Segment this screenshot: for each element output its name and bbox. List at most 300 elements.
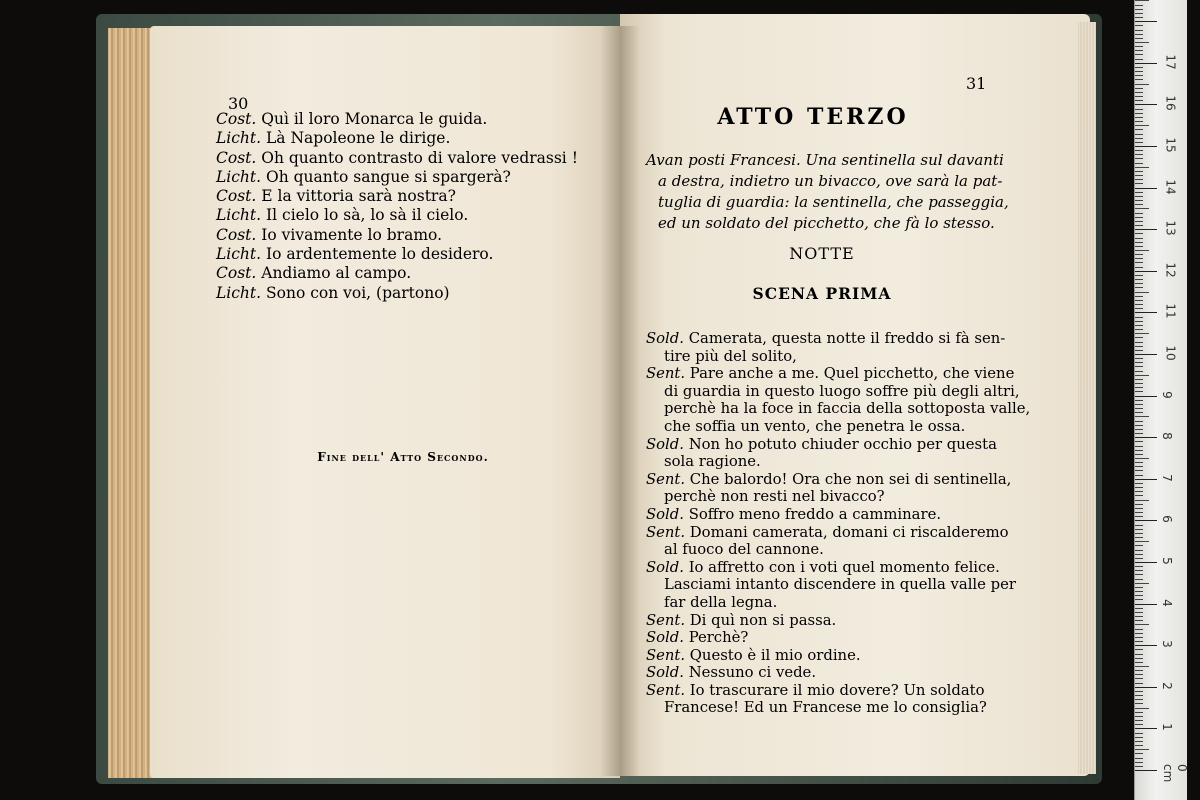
ruler-tick xyxy=(1135,312,1157,313)
ruler-tick xyxy=(1135,279,1143,280)
ruler-tick xyxy=(1135,641,1143,642)
ruler-tick xyxy=(1135,221,1143,222)
ruler-tick xyxy=(1135,267,1143,268)
ruler-tick xyxy=(1135,154,1143,155)
speaker-name: Cost. xyxy=(216,225,257,244)
dialogue-line xyxy=(646,418,1030,436)
dialogue-text: Soffro meno freddo a camminare. xyxy=(688,505,942,523)
dialogue-text: perchè non resti nel bivacco? xyxy=(664,488,885,506)
ruler-label: 6 xyxy=(1159,515,1174,524)
ruler-tick xyxy=(1135,125,1149,126)
stage-direction-line: a destra, indietro un bivacco, ove sarà la pat- xyxy=(658,172,1003,190)
ruler-label: 2 xyxy=(1159,681,1174,690)
ruler-tick xyxy=(1135,109,1143,110)
speaker-name: Licht. xyxy=(216,245,262,264)
dialogue-text: Sono con voi, (partono) xyxy=(266,283,450,302)
ruler-tick xyxy=(1135,358,1143,359)
ruler-tick xyxy=(1135,262,1143,263)
dialogue-text: Lasciami intanto discendere in quella valle per xyxy=(664,576,1016,594)
ruler-tick xyxy=(1135,749,1149,750)
ruler-tick xyxy=(1135,337,1143,338)
ruler-tick xyxy=(1135,716,1143,717)
ruler-tick xyxy=(1135,574,1143,575)
ruler-tick xyxy=(1135,466,1143,467)
ruler-tick xyxy=(1135,375,1149,376)
dialogue-line xyxy=(216,149,578,168)
ruler-tick xyxy=(1135,142,1143,143)
ruler-tick xyxy=(1135,391,1143,392)
ruler-tick xyxy=(1135,100,1143,101)
ruler-tick xyxy=(1135,529,1143,530)
dialogue-line xyxy=(646,453,1030,471)
ruler-tick xyxy=(1135,88,1143,89)
dialogue-text: Nessuno ci vede. xyxy=(688,664,817,682)
dialogue-line xyxy=(646,400,1030,418)
act-title: ATTO TERZO xyxy=(717,104,909,130)
dialogue-line xyxy=(646,541,1030,559)
speaker-name: Sent. xyxy=(646,611,686,629)
ruler-tick xyxy=(1135,54,1143,55)
ruler-tick xyxy=(1135,654,1143,655)
ruler-tick xyxy=(1135,92,1143,93)
ruler-tick xyxy=(1135,691,1143,692)
ruler-tick xyxy=(1135,429,1143,430)
ruler-tick xyxy=(1135,21,1157,22)
dialogue-line xyxy=(646,576,1030,594)
ruler-tick xyxy=(1135,658,1143,659)
ruler-tick xyxy=(1135,354,1157,355)
ruler-tick xyxy=(1135,333,1149,334)
ruler-tick xyxy=(1135,566,1143,567)
ruler-tick xyxy=(1135,662,1143,663)
dialogue-text: perchè ha la foce in faccia della sottoposta valle, xyxy=(664,400,1031,418)
ruler-tick xyxy=(1135,416,1149,417)
left-page-number: 30 xyxy=(228,94,249,113)
right-dialogue xyxy=(646,330,1030,717)
ruler-tick xyxy=(1135,34,1143,35)
dialogue-text: sola ragione. xyxy=(664,453,761,471)
ruler-tick xyxy=(1135,146,1157,147)
ruler-tick xyxy=(1135,533,1143,534)
ruler-tick xyxy=(1135,724,1143,725)
ruler-label: 4 xyxy=(1159,598,1174,607)
speaker-name: Sold. xyxy=(646,629,684,647)
dialogue-text: che soffia un vento, che penetra le ossa. xyxy=(664,417,966,435)
ruler-label: 11 xyxy=(1163,303,1178,320)
speaker-name: Sent. xyxy=(646,365,686,383)
ruler-tick xyxy=(1135,13,1143,14)
ruler-tick xyxy=(1135,75,1143,76)
speaker-name: Cost. xyxy=(216,148,257,167)
ruler-tick xyxy=(1135,196,1143,197)
ruler-tick xyxy=(1135,254,1143,255)
dialogue-text: Io ardentemente lo desidero. xyxy=(266,245,494,264)
ruler-tick xyxy=(1135,570,1143,571)
ruler-tick xyxy=(1135,400,1143,401)
ruler-tick xyxy=(1135,229,1157,230)
dialogue-text: Che balordo! Ora che non sei di sentinella, xyxy=(689,470,1012,488)
ruler-tick xyxy=(1135,649,1143,650)
ruler-tick xyxy=(1135,217,1143,218)
ruler-tick xyxy=(1135,396,1157,397)
ruler-tick xyxy=(1135,554,1143,555)
ruler-tick xyxy=(1135,475,1143,476)
ruler-label: 7 xyxy=(1159,473,1174,482)
right-page-edges xyxy=(1078,22,1096,774)
ruler-tick xyxy=(1135,770,1157,771)
dialogue-line xyxy=(646,629,1030,647)
ruler-tick xyxy=(1135,30,1143,31)
dialogue-line xyxy=(646,348,1030,366)
time-heading: NOTTE xyxy=(789,244,855,263)
speaker-name: Sold. xyxy=(646,664,684,682)
ruler-tick xyxy=(1135,192,1143,193)
measuring-ruler xyxy=(1134,0,1187,800)
ruler-tick xyxy=(1135,167,1149,168)
ruler-tick xyxy=(1135,604,1157,605)
ruler-tick xyxy=(1135,296,1143,297)
ruler-tick xyxy=(1135,728,1157,729)
ruler-tick xyxy=(1135,737,1143,738)
ruler-tick xyxy=(1135,762,1143,763)
ruler-tick xyxy=(1135,720,1143,721)
dialogue-line xyxy=(216,110,578,129)
ruler-tick xyxy=(1135,458,1149,459)
dialogue-line xyxy=(216,187,578,206)
ruler-tick xyxy=(1135,558,1143,559)
ruler-tick xyxy=(1135,516,1143,517)
ruler-tick xyxy=(1135,483,1143,484)
ruler-tick xyxy=(1135,645,1157,646)
ruler-tick xyxy=(1135,213,1143,214)
ruler-tick xyxy=(1135,687,1157,688)
ruler-tick xyxy=(1135,608,1143,609)
ruler-tick xyxy=(1135,175,1143,176)
ruler-tick xyxy=(1135,541,1149,542)
left-dialogue xyxy=(216,110,578,303)
dialogue-line xyxy=(646,559,1030,577)
stage-direction xyxy=(646,150,1014,234)
ruler-tick xyxy=(1135,134,1143,135)
dialogue-line xyxy=(646,612,1030,630)
ruler-tick xyxy=(1135,616,1143,617)
ruler-tick xyxy=(1135,50,1143,51)
ruler-tick xyxy=(1135,550,1143,551)
ruler-tick xyxy=(1135,758,1143,759)
ruler-tick xyxy=(1135,629,1143,630)
ruler-tick xyxy=(1135,258,1143,259)
scene-heading: SCENA PRIMA xyxy=(752,284,892,303)
ruler-tick xyxy=(1135,325,1143,326)
ruler-tick xyxy=(1135,408,1143,409)
dialogue-text: Questo è il mio ordine. xyxy=(689,646,861,664)
ruler-tick xyxy=(1135,595,1143,596)
speaker-name: Sold. xyxy=(646,558,684,576)
ruler-tick xyxy=(1135,508,1143,509)
ruler-tick xyxy=(1135,583,1149,584)
ruler-tick xyxy=(1135,271,1157,272)
dialogue-text: Camerata, questa notte il freddo si fà sen- xyxy=(688,330,1006,347)
ruler-tick xyxy=(1135,545,1143,546)
ruler-tick xyxy=(1135,104,1157,105)
dialogue-text: al fuoco del cannone. xyxy=(664,541,824,559)
dialogue-text: Di quì non si passa. xyxy=(689,611,837,629)
ruler-tick xyxy=(1135,491,1143,492)
ruler-tick xyxy=(1135,479,1157,480)
ruler-tick xyxy=(1135,342,1143,343)
ruler-tick xyxy=(1135,59,1143,60)
ruler-tick xyxy=(1135,9,1143,10)
dialogue-line xyxy=(646,647,1030,665)
ruler-tick xyxy=(1135,200,1143,201)
ruler-label: 5 xyxy=(1159,557,1174,565)
speaker-name: Cost. xyxy=(216,187,257,206)
ruler-label: 10 xyxy=(1163,345,1178,361)
ruler-tick xyxy=(1135,695,1143,696)
ruler-label: 13 xyxy=(1163,220,1178,236)
ruler-tick xyxy=(1135,404,1143,405)
ruler-tick xyxy=(1135,753,1143,754)
dialogue-text: di guardia in questo luogo soffre più degli altri, xyxy=(664,382,1020,400)
ruler-tick xyxy=(1135,84,1149,85)
dialogue-text: Francese! Ed un Francese me lo consiglia? xyxy=(664,699,987,717)
ruler-tick xyxy=(1135,495,1143,496)
ruler-tick xyxy=(1135,520,1157,521)
dialogue-text: Io vivamente lo bramo. xyxy=(261,225,442,244)
ruler-tick xyxy=(1135,666,1149,667)
ruler-tick xyxy=(1135,741,1143,742)
ruler-tick xyxy=(1135,512,1143,513)
ruler-label: 3 xyxy=(1159,640,1174,649)
dialogue-text: Oh quanto contrasto di valore vedrassi ! xyxy=(261,148,578,167)
ruler-label: 1 xyxy=(1159,723,1174,732)
speaker-name: Sold. xyxy=(646,330,684,347)
ruler-tick xyxy=(1135,454,1143,455)
speaker-name: Sent. xyxy=(646,523,686,541)
dialogue-line xyxy=(646,383,1030,401)
ruler-tick xyxy=(1135,637,1143,638)
ruler-tick xyxy=(1135,537,1143,538)
ruler-label: 8 xyxy=(1159,432,1174,441)
ruler-tick xyxy=(1135,371,1143,372)
ruler-tick xyxy=(1135,587,1143,588)
ruler-tick xyxy=(1135,317,1143,318)
ruler-tick xyxy=(1135,246,1143,247)
ruler-tick xyxy=(1135,712,1143,713)
ruler-tick xyxy=(1135,437,1157,438)
ruler-tick xyxy=(1135,96,1143,97)
dialogue-text: Andiamo al campo. xyxy=(261,264,412,283)
dialogue-text: Perchè? xyxy=(688,629,749,647)
ruler-tick xyxy=(1135,121,1143,122)
dialogue-line xyxy=(646,699,1030,717)
ruler-tick xyxy=(1135,525,1143,526)
ruler-tick xyxy=(1135,387,1143,388)
ruler-tick xyxy=(1135,329,1143,330)
ruler-tick xyxy=(1135,733,1143,734)
ruler-tick xyxy=(1135,500,1149,501)
ruler-tick xyxy=(1135,425,1143,426)
dialogue-line xyxy=(646,330,1030,348)
ruler-tick xyxy=(1135,67,1143,68)
speaker-name: Licht. xyxy=(216,206,262,225)
ruler-tick xyxy=(1135,5,1143,6)
dialogue-line xyxy=(646,664,1030,682)
dialogue-text: far della legna. xyxy=(664,593,778,611)
ruler-tick xyxy=(1135,71,1143,72)
ruler-tick xyxy=(1135,233,1143,234)
ruler-tick xyxy=(1135,242,1143,243)
dialogue-text: Oh quanto sangue si spargerà? xyxy=(266,167,511,186)
ruler-tick xyxy=(1135,238,1143,239)
ruler-tick xyxy=(1135,129,1143,130)
ruler-tick xyxy=(1135,46,1143,47)
speaker-name: Sold. xyxy=(646,435,684,453)
ruler-tick xyxy=(1135,150,1143,151)
ruler-tick xyxy=(1135,17,1143,18)
speaker-name: Licht. xyxy=(216,167,262,186)
ruler-tick xyxy=(1135,591,1143,592)
ruler-tick xyxy=(1135,633,1143,634)
ruler-tick xyxy=(1135,25,1143,26)
speaker-name: Sold. xyxy=(646,505,684,523)
dialogue-text: Io trascurare il mio dovere? Un soldato xyxy=(689,681,985,699)
ruler-tick xyxy=(1135,300,1143,301)
ruler-tick xyxy=(1135,383,1143,384)
ruler-tick xyxy=(1135,287,1143,288)
ruler-label: 9 xyxy=(1159,390,1174,399)
ruler-tick xyxy=(1135,188,1157,189)
ruler-tick xyxy=(1135,63,1157,64)
dialogue-line xyxy=(646,436,1030,454)
speaker-name: Sent. xyxy=(646,470,686,488)
ruler-tick xyxy=(1135,204,1143,205)
dialogue-line xyxy=(646,471,1030,489)
ruler-tick xyxy=(1135,579,1143,580)
stage-direction-line: Avan posti Francesi. Una sentinella sul davanti xyxy=(646,151,1004,169)
dialogue-line xyxy=(646,594,1030,612)
ruler-tick xyxy=(1135,703,1143,704)
ruler-label: 17 xyxy=(1163,54,1178,70)
speaker-name: Cost. xyxy=(216,264,257,283)
ruler-tick xyxy=(1135,158,1143,159)
dialogue-line xyxy=(646,682,1030,700)
ruler-tick xyxy=(1135,350,1143,351)
ruler-tick xyxy=(1135,441,1143,442)
ruler-tick xyxy=(1135,138,1143,139)
stage-direction-line: tuglia di guardia: la sentinella, che passeggia, xyxy=(658,193,1009,211)
speaker-name: Licht. xyxy=(216,283,262,302)
ruler-tick xyxy=(1135,379,1143,380)
ruler-tick xyxy=(1135,612,1143,613)
ruler-tick xyxy=(1135,283,1143,284)
ruler-tick xyxy=(1135,708,1149,709)
dialogue-line xyxy=(216,129,578,148)
ruler-tick xyxy=(1135,446,1143,447)
ruler-tick xyxy=(1135,346,1143,347)
ruler-label: 15 xyxy=(1163,137,1178,153)
ruler-tick xyxy=(1135,450,1143,451)
ruler-tick xyxy=(1135,171,1143,172)
speaker-name: Sent. xyxy=(646,681,686,699)
ruler-tick xyxy=(1135,683,1143,684)
ruler-tick xyxy=(1135,620,1143,621)
ruler-tick xyxy=(1135,421,1143,422)
ruler-tick xyxy=(1135,562,1157,563)
ruler-tick xyxy=(1135,433,1143,434)
ruler-tick xyxy=(1135,766,1143,767)
ruler-label: 16 xyxy=(1163,95,1178,112)
ruler-label: 14 xyxy=(1163,178,1178,195)
ruler-tick xyxy=(1135,42,1149,43)
ruler-tick xyxy=(1135,183,1143,184)
dialogue-line xyxy=(216,206,578,225)
ruler-tick xyxy=(1135,412,1143,413)
ruler-tick xyxy=(1135,487,1143,488)
dialogue-text: Pare anche a me. Quel picchetto, che viene xyxy=(689,365,1015,383)
ruler-tick xyxy=(1135,163,1143,164)
ruler-tick xyxy=(1135,624,1149,625)
ruler-tick xyxy=(1135,670,1143,671)
dialogue-line xyxy=(216,284,578,303)
speaker-name: Licht. xyxy=(216,129,262,148)
ruler-tick xyxy=(1135,674,1143,675)
dialogue-text: Domani camerata, domani ci riscalderemo xyxy=(689,523,1009,541)
dialogue-text: Non ho potuto chiuder occhio per questa xyxy=(688,435,997,453)
dialogue-text: Quì il loro Monarca le guida. xyxy=(261,110,488,128)
ruler-tick xyxy=(1135,79,1143,80)
act-end-line: Fine dell' Atto Secondo. xyxy=(317,450,489,464)
ruler-tick xyxy=(1135,179,1143,180)
ruler-tick xyxy=(1135,113,1143,114)
ruler-tick xyxy=(1135,699,1143,700)
ruler-tick xyxy=(1135,308,1143,309)
dialogue-line xyxy=(646,524,1030,542)
ruler-tick xyxy=(1135,0,1149,1)
dialogue-text: tire più del solito, xyxy=(664,347,797,365)
ruler-tick xyxy=(1135,117,1143,118)
ruler-tick xyxy=(1135,362,1143,363)
ruler-label: 0 cm xyxy=(1161,764,1189,783)
ruler-label: 12 xyxy=(1163,262,1178,278)
ruler-tick xyxy=(1135,292,1149,293)
ruler-tick xyxy=(1135,250,1149,251)
ruler-tick xyxy=(1135,208,1149,209)
dialogue-line xyxy=(216,245,578,264)
dialogue-line xyxy=(646,506,1030,524)
dialogue-line xyxy=(216,264,578,283)
dialogue-text: Là Napoleone le dirige. xyxy=(266,129,451,148)
dialogue-line xyxy=(216,168,578,187)
ruler-tick xyxy=(1135,304,1143,305)
ruler-tick xyxy=(1135,678,1143,679)
stage-direction-line: ed un soldato del picchetto, che fà lo stesso. xyxy=(658,214,995,232)
ruler-tick xyxy=(1135,462,1143,463)
right-page-number: 31 xyxy=(966,74,987,93)
dialogue-text: Il cielo lo sà, lo sà il cielo. xyxy=(266,206,469,225)
dialogue-text: Io affretto con i voti quel momento felice. xyxy=(688,558,1000,576)
ruler-tick xyxy=(1135,275,1143,276)
ruler-tick xyxy=(1135,366,1143,367)
ruler-tick xyxy=(1135,321,1143,322)
speaker-name: Sent. xyxy=(646,646,686,664)
ruler-tick xyxy=(1135,745,1143,746)
ruler-tick xyxy=(1135,225,1143,226)
ruler-tick xyxy=(1135,504,1143,505)
dialogue-line xyxy=(646,365,1030,383)
book-gutter xyxy=(600,26,640,776)
dialogue-line xyxy=(216,226,578,245)
